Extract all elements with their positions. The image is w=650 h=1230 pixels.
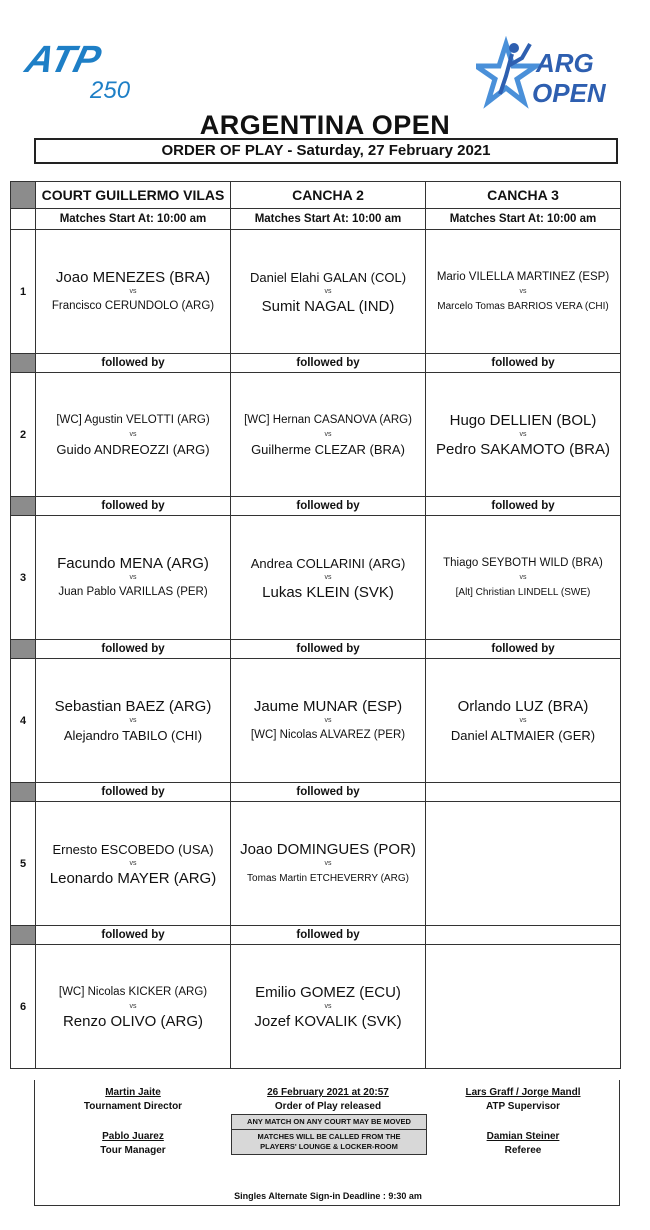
match-cell: [36, 516, 231, 640]
tour-manager-name: Pablo Juarez: [102, 1131, 164, 1142]
followed-by-label: followed by: [231, 926, 426, 945]
empty-cell: [426, 783, 621, 802]
notice-box: [231, 1114, 427, 1155]
page-title: ARGENTINA OPEN: [199, 110, 451, 140]
match-row: [11, 659, 621, 783]
arg-logo-line2: OPEN: [532, 78, 606, 108]
round-number: 4: [11, 659, 36, 783]
player-two: Guido ANDREOZZI (ARG): [56, 441, 210, 457]
round-number: 6: [11, 945, 36, 1069]
followed-by-label: followed by: [231, 497, 426, 516]
player-two: Jozef KOVALIK (SVK): [254, 1012, 402, 1030]
player-two: Francisco CERUNDOLO (ARG): [51, 299, 215, 312]
separator-cell: [11, 926, 36, 945]
empty-cell: [426, 926, 621, 945]
followed-by-label: followed by: [426, 640, 621, 659]
player-two: Tomas Martin ETCHEVERRY (ARG): [247, 872, 409, 884]
player-one: [WC] Nicolas KICKER (ARG): [58, 985, 208, 998]
followed-by-label: followed by: [231, 783, 426, 802]
round-number: 3: [11, 516, 36, 640]
match-cell: [426, 516, 621, 640]
referee-role: Referee: [504, 1145, 542, 1156]
tournament-director-role: Tournament Director: [83, 1101, 183, 1112]
atp-250-logo: [18, 38, 146, 102]
match-cell: [36, 802, 231, 926]
versus-label: vs: [324, 430, 332, 438]
player-two: [Alt] Christian LINDELL (SWE): [455, 586, 591, 598]
match-cell: [231, 373, 426, 497]
match-cell: [231, 659, 426, 783]
player-two: Leonardo MAYER (ARG): [49, 869, 217, 887]
versus-label: vs: [129, 430, 137, 438]
versus-label: vs: [519, 716, 527, 724]
player-one: Orlando LUZ (BRA): [457, 697, 589, 715]
versus-label: vs: [129, 573, 137, 581]
player-two: Alejandro TABILO (CHI): [63, 727, 203, 743]
player-one: Sebastian BAEZ (ARG): [54, 697, 212, 715]
separator-cell: [11, 354, 36, 373]
player-two: Pedro SAKAMOTO (BRA): [436, 440, 610, 458]
player-two: Juan Pablo VARILLAS (PER): [58, 585, 208, 598]
empty-cell: [426, 802, 621, 926]
player-two: Marcelo Tomas BARRIOS VERA (CHI): [437, 300, 609, 312]
player-one: Hugo DELLIEN (BOL): [449, 411, 597, 429]
separator-cell: [11, 497, 36, 516]
match-row: [11, 230, 621, 354]
match-row: [11, 516, 621, 640]
separator-cell: [11, 640, 36, 659]
match-row: [11, 373, 621, 497]
versus-label: vs: [519, 573, 527, 581]
player-icon: [509, 43, 519, 53]
atp-supervisor-role: ATP Supervisor: [485, 1101, 561, 1112]
match-cell: [231, 802, 426, 926]
match-start-time: Matches Start At: 10:00 am: [36, 209, 231, 230]
versus-label: vs: [129, 716, 137, 724]
versus-label: vs: [324, 573, 332, 581]
player-two: Daniel ALTMAIER (GER): [450, 727, 596, 743]
match-cell: [426, 373, 621, 497]
corner-cell: [11, 182, 36, 209]
player-one: Facundo MENA (ARG): [57, 554, 209, 572]
followed-by-label: followed by: [36, 497, 231, 516]
versus-label: vs: [129, 859, 137, 867]
followed-by-label: followed by: [36, 640, 231, 659]
player-one: [WC] Hernan CASANOVA (ARG): [244, 413, 412, 426]
followed-by-label: followed by: [231, 640, 426, 659]
footer-left: [35, 1086, 231, 1158]
release-timestamp: 26 February 2021 at 20:57: [267, 1087, 389, 1098]
versus-label: vs: [324, 1002, 332, 1010]
followed-by-label: followed by: [426, 354, 621, 373]
court-header: CANCHA 3: [426, 182, 621, 209]
followed-by-label: followed by: [36, 354, 231, 373]
player-one: Jaume MUNAR (ESP): [253, 697, 403, 715]
player-two: Lukas KLEIN (SVK): [262, 583, 394, 601]
player-two: [WC] Nicolas ALVAREZ (PER): [250, 728, 406, 741]
player-one: Joao DOMINGUES (POR): [240, 840, 416, 858]
followed-by-label: followed by: [36, 926, 231, 945]
versus-label: vs: [519, 430, 527, 438]
separator-cell: [11, 783, 36, 802]
versus-label: vs: [324, 287, 332, 295]
followed-by-label: followed by: [36, 783, 231, 802]
player-one: Joao MENEZES (BRA): [55, 268, 211, 286]
footer-center: [231, 1086, 425, 1114]
versus-label: vs: [129, 287, 137, 295]
atp-logo-text: ATP: [21, 38, 106, 81]
player-one: Mario VILELLA MARTINEZ (ESP): [436, 270, 610, 283]
order-of-play-table: [10, 181, 621, 1069]
round-number: 2: [11, 373, 36, 497]
versus-label: vs: [519, 287, 527, 295]
match-cell: [36, 373, 231, 497]
release-label: Order of Play released: [274, 1101, 382, 1112]
match-cell: [36, 230, 231, 354]
match-row: [11, 945, 621, 1069]
player-one: Andrea COLLARINI (ARG): [250, 555, 406, 571]
match-cell: [426, 659, 621, 783]
versus-label: vs: [324, 859, 332, 867]
versus-label: vs: [324, 716, 332, 724]
match-cell: [231, 230, 426, 354]
player-one: [WC] Agustin VELOTTI (ARG): [56, 413, 210, 426]
round-number: 1: [11, 230, 36, 354]
notice-move: ANY MATCH ON ANY COURT MAY BE MOVED: [232, 1115, 426, 1130]
player-two: Renzo OLIVO (ARG): [62, 1012, 204, 1030]
player-one: Ernesto ESCOBEDO (USA): [52, 841, 214, 857]
player-two: Sumit NAGAL (IND): [261, 297, 395, 315]
footer-right: [425, 1086, 621, 1158]
match-cell: [231, 516, 426, 640]
arg-open-logo: [476, 36, 616, 116]
order-of-play-date: ORDER OF PLAY - Saturday, 27 February 2021: [34, 138, 618, 164]
player-one: Thiago SEYBOTH WILD (BRA): [443, 556, 603, 569]
atp-supervisor-name: Lars Graff / Jorge Mandl: [465, 1087, 581, 1098]
court-header: CANCHA 2: [231, 182, 426, 209]
court-header: COURT GUILLERMO VILAS: [36, 182, 231, 209]
versus-label: vs: [129, 1002, 137, 1010]
atp-logo-level: 250: [90, 77, 131, 102]
arg-logo-line1: ARG: [536, 48, 594, 78]
followed-by-label: followed by: [231, 354, 426, 373]
match-cell: [36, 945, 231, 1069]
notice-called: MATCHES WILL BE CALLED FROM THE PLAYERS' LOUNGE & LOCKER-ROOM: [257, 1132, 401, 1151]
footer: [34, 1080, 620, 1206]
match-row: [11, 802, 621, 926]
match-start-time: Matches Start At: 10:00 am: [426, 209, 621, 230]
player-one: Emilio GOMEZ (ECU): [255, 983, 401, 1001]
player-one: Daniel Elahi GALAN (COL): [249, 269, 407, 285]
followed-by-label: followed by: [426, 497, 621, 516]
tournament-director-name: Martin Jaite: [105, 1087, 161, 1098]
player-two: Guilherme CLEZAR (BRA): [251, 441, 405, 457]
round-number: 5: [11, 802, 36, 926]
match-cell: [36, 659, 231, 783]
alternate-sign-in-deadline: Singles Alternate Sign-in Deadline : 9:30 am: [234, 1191, 422, 1201]
tour-manager-role: Tour Manager: [100, 1145, 166, 1156]
empty-cell: [426, 945, 621, 1069]
match-cell: [426, 230, 621, 354]
match-cell: [231, 945, 426, 1069]
match-start-time: Matches Start At: 10:00 am: [231, 209, 426, 230]
referee-name: Damian Steiner: [486, 1131, 560, 1142]
